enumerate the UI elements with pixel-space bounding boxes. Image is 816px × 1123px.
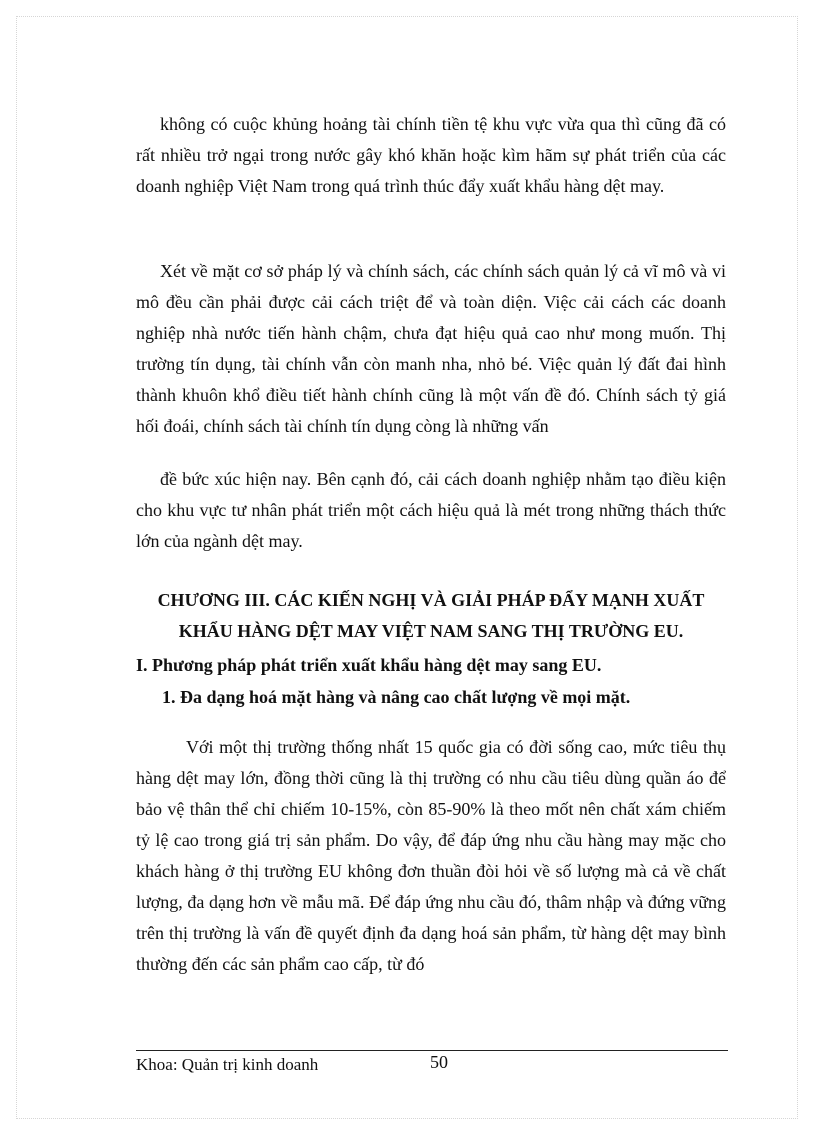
section-heading: I. Phương pháp phát triển xuất khẩu hàng dệt may sang EU. bbox=[136, 655, 602, 675]
paragraph-4: Với một thị trường thống nhất 15 quốc gia có đời sống cao, mức tiêu thụ hàng dệt may lớn, đồng thời cũng là thị trường có nhu cầu tiêu dùng quần áo để bảo vệ thân thể chỉ chiếm 10-15%, còn 85-90% là theo mốt nên chất xám chiếm tỷ lệ cao trong giá trị sản phẩm. Do vậy, để đáp ứng nhu cầu hàng may mặc cho khách hàng ở thị trường EU không đơn thuần đòi hỏi về số lượng mà cả về chất lượng, đa dạng hơn về mẫu mã. Để đáp ứng nhu cầu đó, thâm nhập và đứng vững trên thị trường là vấn đề quyết định đa dạng hoá sản phẩm, từ hàng dệt may bình thường đến các sản phẩm cao cấp, từ đó bbox=[136, 737, 726, 974]
footer-divider bbox=[136, 1050, 728, 1051]
paragraph-1: không có cuộc khủng hoảng tài chính tiền tệ khu vực vừa qua thì cũng đã có rất nhiều trở ngại trong nước gây khó khăn hoặc kìm hãm sự phát triển của các doanh nghiệp Việt Nam trong quá trình thúc đẩy xuất khẩu hàng dệt may. bbox=[136, 114, 726, 196]
footer-faculty: Khoa: Quản trị kinh doanh bbox=[136, 1055, 319, 1074]
page-number: 50 bbox=[430, 1052, 448, 1072]
chapter-title: CHƯƠNG III. CÁC KIẾN NGHỊ VÀ GIẢI PHÁP ĐẨY MẠNH XUẤT KHẨU HÀNG DỆT MAY VIỆT NAM SANG THỊ TRƯỜNG EU. bbox=[157, 590, 705, 641]
paragraph-2: Xét về mặt cơ sở pháp lý và chính sách, các chính sách quản lý cả vĩ mô và vi mô đều cần phải được cải cách triệt để và toàn diện. Việc cải cách các doanh nghiệp nhà nước tiến hành chậm, chưa đạt hiệu quả cao như mong muốn. Thị trường tín dụng, tài chính vẫn còn manh nha, nhỏ bé. Việc quản lý đất đai hình thành khuôn khổ điều tiết hành chính cũng là một vấn đề đó. Chính sách tỷ giá hối đoái, chính sách tài chính tín dụng còng là những vấn bbox=[136, 261, 726, 436]
subsection-heading: 1. Đa dạng hoá mặt hàng và nâng cao chất lượng về mọi mặt. bbox=[162, 687, 631, 707]
paragraph-3: đề bức xúc hiện nay. Bên cạnh đó, cải cách doanh nghiệp nhằm tạo điều kiện cho khu vực tư nhân phát triển một cách hiệu quả là mét trong những thách thức lớn của ngành dệt may. bbox=[136, 469, 726, 551]
